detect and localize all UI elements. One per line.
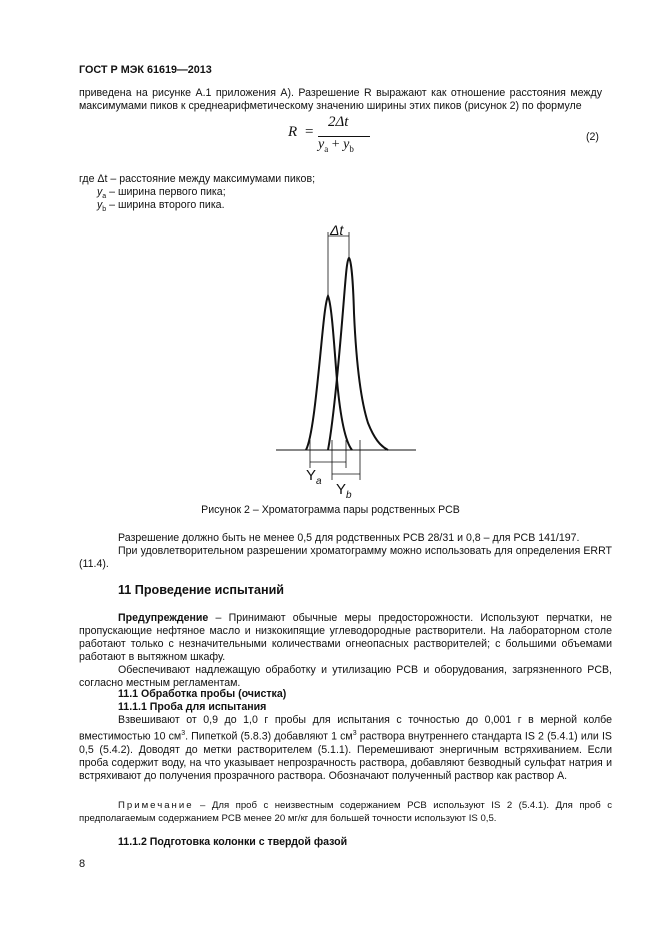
sample-paragraph: Взвешивают от 0,9 до 1,0 г пробы для испытания с точностью до 0,001 г в мерной колбе вместимостью 10 $см^3$. Пипеткой (5.8.3) добавляют 1 $см^3$ раствора внутреннего стандарта IS 2 (5.4.1) или IS 0,5 (5.4.2). Доводят до метки растворителем (5.1.1). Перемешивают энергичным встряхиванием. Если проба содержит воду, на что указывает непрозрачность раствора, добавляют безводный сульфат натрия и встряхивают до получения прозрачного раствора. Обозначают полученный раствор как раствор А.	[79, 714, 612, 782]
figure-caption: Рисунок 2 – Хроматограмма пары родственных PCB	[201, 504, 460, 516]
formula-denominator: $y_a + y_b$	[318, 137, 354, 154]
section-11-heading: 11 Проведение испытаний	[118, 583, 285, 597]
where-line-1: где Δt – расстояние между максимумами пиков;	[79, 173, 316, 185]
formula-number: (2)	[586, 131, 599, 143]
section-11-1-2-heading: 11.1.2 Подготовка колонки с твердой фазой	[118, 836, 348, 848]
warning-paragraph: Предупреждение – Принимают обычные меры предосторожности. Используют перчатки, не пропускающие нефтяное масло и низкокипящие углеводородные растворители. На лабораторном столе работают только с незначительными количествами огнеопасных растворителей; с большими объемами работают в вытяжном шкафу. Обеспечивают надлежащую обработку и утилизацию PCB и оборудования, загрязненного PCB, согласно местным регламентам.	[79, 612, 612, 689]
note-paragraph: Примечание – Для проб с неизвестным содержанием PCB используют IS 2 (5.4.1). Для проб с предполагаемым содержанием PCB менее 20 мг/кг для большей точности используют IS 0,5.	[79, 800, 612, 824]
section-11-1-heading: 11.1 Обработка пробы (очистка)	[118, 688, 287, 700]
yb-label: $Y_b$	[336, 481, 352, 498]
intro-paragraph: приведена на рисунке А.1 приложения А). Разрешение R выражают как отношение расстояния между максимумами пиков к среднеарифметическому значению ширины этих пиков (рисунок 2) по формуле	[79, 87, 602, 112]
formula-lhs: R	[288, 124, 298, 140]
where-line-3: $y_b$ – ширина второго пика.	[97, 199, 225, 214]
peak-a-curve	[306, 296, 352, 450]
resolution-formula	[288, 116, 408, 160]
where-line-2: $y_a$ – ширина первого пика;	[97, 186, 226, 201]
ya-label: $Y_a$	[306, 467, 322, 487]
page-number: 8	[79, 858, 86, 870]
delta-t-label: Δt	[330, 222, 344, 238]
document-header: ГОСТ Р МЭК 61619—2013	[79, 64, 212, 76]
peak-b-curve	[328, 258, 388, 450]
section-11-1-1-heading: 11.1.1 Проба для испытания	[118, 701, 267, 713]
formula-numerator: 2Δt	[328, 114, 349, 130]
chromatogram-figure	[270, 218, 420, 498]
resolution-paragraph: Разрешение должно быть не менее 0,5 для родственных PCB 28/31 и 0,8 – для PCB 141/197. При удовлетворительном разрешении хроматограмму можно использовать для определения ERRT (11.4).	[79, 532, 612, 570]
formula-equals: =	[305, 124, 314, 140]
